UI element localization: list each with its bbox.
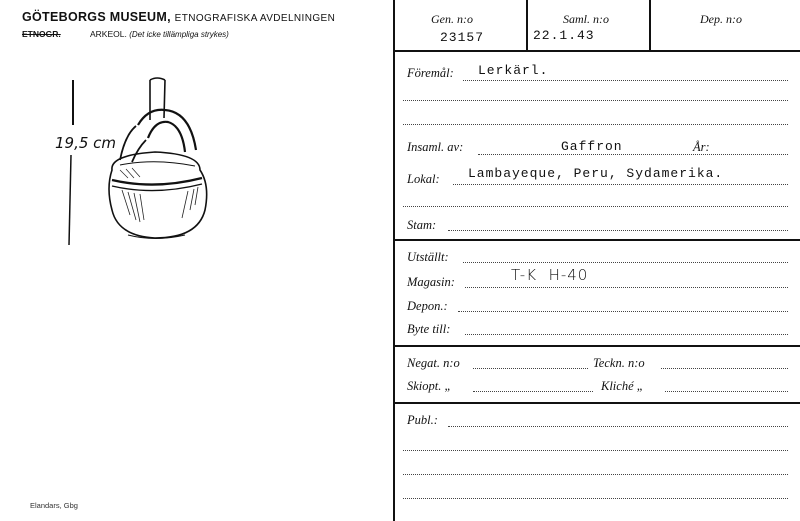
foremal-line bbox=[463, 80, 788, 81]
byte-label: Byte till: bbox=[407, 322, 451, 336]
rule-line bbox=[403, 206, 788, 207]
lokal-label: Lokal: bbox=[407, 172, 440, 186]
saml-label: Saml. n:o bbox=[563, 12, 609, 26]
insaml-line bbox=[478, 154, 788, 155]
department-name: ETNOGRAFISKA AVDELNINGEN bbox=[174, 13, 336, 24]
kliche-line bbox=[665, 391, 788, 392]
foremal-value: Lerkärl. bbox=[478, 63, 549, 78]
magasin-value: T-K H-40 bbox=[511, 266, 589, 284]
header-divider-1 bbox=[526, 0, 528, 50]
card-left-border bbox=[393, 0, 395, 521]
vessel-sketch bbox=[40, 70, 240, 260]
ar-label: År: bbox=[693, 140, 710, 154]
teckn-line bbox=[661, 368, 788, 369]
lokal-value: Lambayeque, Peru, Sydamerika. bbox=[468, 166, 724, 181]
utstallt-label: Utställt: bbox=[407, 250, 449, 264]
skiopt-label: Skiopt. „ bbox=[407, 379, 452, 393]
gen-label: Gen. n:o bbox=[431, 12, 473, 26]
byte-line bbox=[465, 334, 788, 335]
insaml-label: Insaml. av: bbox=[407, 140, 464, 154]
measurement-label: 19,5 cm bbox=[55, 134, 117, 152]
rule-line bbox=[403, 100, 788, 101]
printer-credit: Elandars, Gbg bbox=[30, 501, 78, 510]
arkeol-line bbox=[90, 29, 229, 39]
depon-label: Depon.: bbox=[407, 299, 448, 313]
publ-line bbox=[448, 426, 788, 427]
negat-line bbox=[473, 368, 588, 369]
rule-line bbox=[403, 474, 788, 475]
museum-title bbox=[22, 10, 335, 24]
header-bottom-rule bbox=[393, 50, 800, 52]
section-rule bbox=[393, 402, 800, 404]
depon-line bbox=[458, 311, 788, 312]
stam-label: Stam: bbox=[407, 218, 437, 232]
lokal-line bbox=[453, 184, 788, 185]
gen-value: 23157 bbox=[440, 30, 485, 45]
strike-note: (Det icke tillämpliga strykes) bbox=[129, 30, 229, 39]
magasin-label: Magasin: bbox=[407, 275, 455, 289]
rule-line bbox=[403, 498, 788, 499]
negat-label: Negat. n:o bbox=[407, 356, 460, 370]
publ-label: Publ.: bbox=[407, 413, 438, 427]
utstallt-line bbox=[463, 262, 788, 263]
section-rule bbox=[393, 239, 800, 241]
stam-line bbox=[448, 230, 788, 231]
museum-name: GÖTEBORGS MUSEUM, bbox=[22, 10, 171, 24]
magasin-line bbox=[465, 287, 788, 288]
section-rule bbox=[393, 345, 800, 347]
rule-line bbox=[403, 450, 788, 451]
rule-line bbox=[403, 124, 788, 125]
dep-label: Dep. n:o bbox=[700, 12, 742, 26]
foremal-label: Föremål: bbox=[407, 66, 454, 80]
arkeol-label: ARKEOL. bbox=[90, 29, 127, 39]
etnogr-label: ETNOGR. bbox=[22, 29, 61, 39]
header-divider-2 bbox=[649, 0, 651, 50]
kliche-label: Kliché „ bbox=[601, 379, 644, 393]
skiopt-line bbox=[473, 391, 593, 392]
catalog-card bbox=[393, 0, 800, 521]
insaml-value: Gaffron bbox=[561, 139, 623, 154]
saml-value: 22.1.43 bbox=[533, 28, 595, 43]
teckn-label: Teckn. n:o bbox=[593, 356, 645, 370]
